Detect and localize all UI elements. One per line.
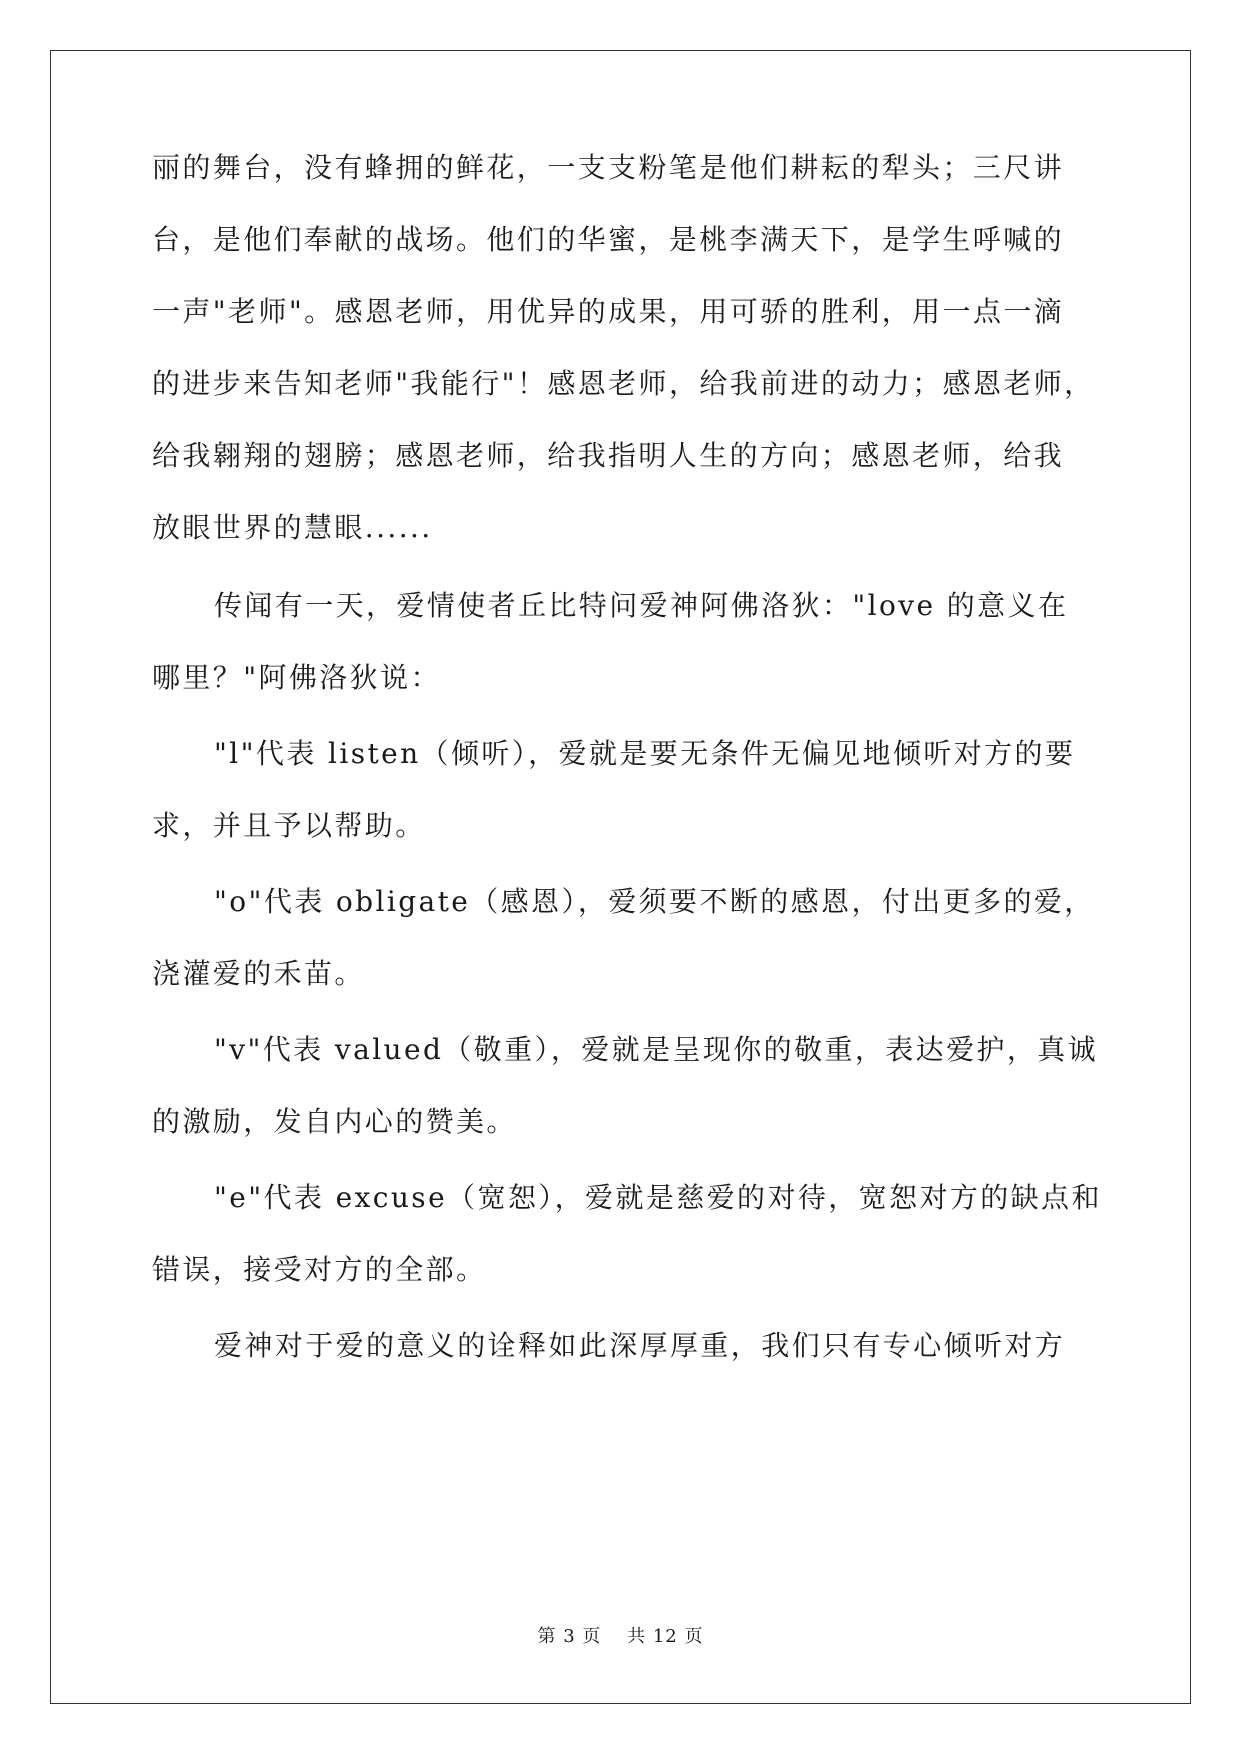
- paragraph-first-line: "e"代表 excuse（宽恕），爱就是慈爱的对待，宽恕对方的缺点和: [214, 1181, 1102, 1214]
- paragraph-first-line: 爱神对于爱的意义的诠释如此深厚厚重，我们只有专心倾听对方: [214, 1329, 1066, 1362]
- body-text-line: 丽的舞台，没有蜂拥的鲜花，一支支粉笔是他们耕耘的犁头；三尺讲: [152, 151, 1065, 184]
- body-text-line: 的进步来告知老师"我能行"！感恩老师，给我前进的动力；感恩老师，: [152, 367, 1095, 400]
- body-text-line: 台，是他们奉献的战场。他们的华蜜，是桃李满天下，是学生呼喊的: [152, 223, 1065, 256]
- body-text-line: 给我翱翔的翅膀；感恩老师，给我指明人生的方向；感恩老师，给我: [152, 439, 1065, 472]
- paragraph-first-line: "o"代表 obligate（感恩），爱须要不断的感恩，付出更多的爱，: [214, 885, 1095, 918]
- body-text-line: 一声"老师"。感恩老师，用优异的成果，用可骄的胜利，用一点一滴: [152, 295, 1065, 328]
- page-number-footer: 第 3 页 共 12 页: [537, 1626, 704, 1647]
- body-text-line: 求，并且予以帮助。: [152, 809, 426, 842]
- body-text-line: 浇灌爱的禾苗。: [152, 957, 365, 990]
- paragraph-first-line: 传闻有一天，爱情使者丘比特问爱神阿佛洛狄："love 的意义在: [214, 589, 1069, 622]
- body-text-line: 错误，接受对方的全部。: [152, 1253, 487, 1286]
- body-text-line: 哪里？"阿佛洛狄说：: [152, 661, 441, 694]
- body-text-line: 放眼世界的慧眼......: [152, 511, 433, 544]
- body-text-line: 的激励，发自内心的赞美。: [152, 1105, 517, 1138]
- paragraph-first-line: "l"代表 listen（倾听），爱就是要无条件无偏见地倾听对方的要: [214, 737, 1076, 770]
- paragraph-first-line: "v"代表 valued（敬重），爱就是呈现你的敬重，表达爱护，真诚: [214, 1033, 1099, 1066]
